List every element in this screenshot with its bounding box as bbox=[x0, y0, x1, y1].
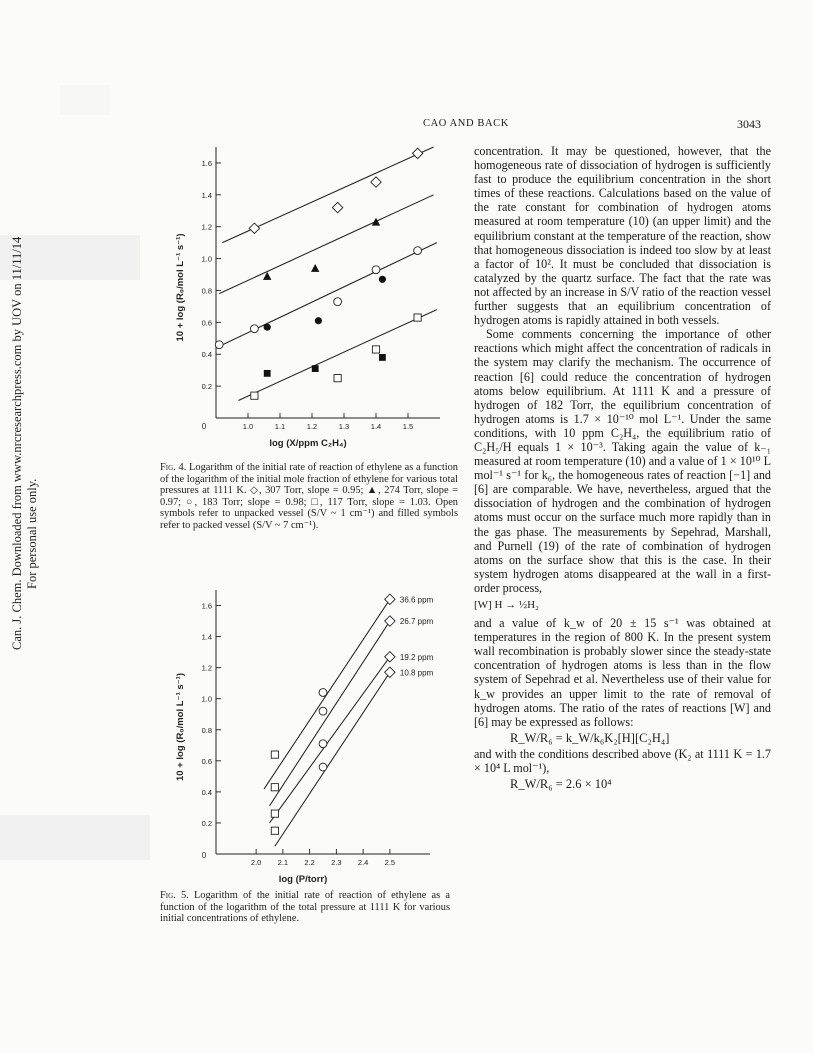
y-tick-label: 1.0 bbox=[201, 254, 212, 264]
data-point bbox=[264, 324, 271, 331]
data-point bbox=[311, 264, 319, 272]
figure-5-chart bbox=[160, 582, 460, 892]
body-text-column bbox=[474, 144, 771, 791]
data-point bbox=[319, 740, 327, 748]
figure-4-plot bbox=[160, 135, 460, 455]
x-tick-label: 2.2 bbox=[304, 858, 315, 867]
personal-use-notice: For personal use only. bbox=[25, 478, 39, 589]
fit-line bbox=[270, 657, 390, 823]
series-label: 26.7 ppm bbox=[399, 617, 434, 627]
series-label: 10.8 ppm bbox=[399, 668, 434, 678]
data-point bbox=[372, 266, 380, 274]
x-tick-label: 2.5 bbox=[384, 858, 396, 867]
fit-line bbox=[270, 621, 390, 806]
data-point bbox=[334, 298, 342, 306]
figure-4-caption-text: Logarithm of the initial rate of reaction of ethylene as a function of the logarithm of the initial mole fraction of ethylene for various total pressures at 1111 K. ◇, 307 Torr, slope = 0.95; ▲, 274 Torr, slope = 0.97; ○, 183 Torr; slope = 0.98; □, 117 Torr, slope = 1.03. Open symbols refer to unpacked vessel (S/V ~ 1 cm⁻¹) and filled symbols refer to packed vessel (S/V ~ 7 cm⁻¹). bbox=[160, 462, 458, 531]
x-tick-label: 1.4 bbox=[370, 422, 382, 431]
y-tick-label: 0.4 bbox=[201, 350, 212, 360]
data-point bbox=[271, 810, 278, 817]
data-point bbox=[215, 341, 223, 349]
y-tick-label: 0.6 bbox=[201, 318, 212, 328]
data-point bbox=[271, 784, 278, 791]
page-number: 3043 bbox=[737, 117, 761, 131]
reaction-w: [W] H → ½H₂ bbox=[474, 599, 539, 611]
origin-label: 0 bbox=[201, 422, 207, 431]
y-tick-label: 0.8 bbox=[201, 286, 212, 296]
data-point bbox=[412, 148, 422, 158]
data-point bbox=[251, 392, 258, 399]
y-tick-label: 0.6 bbox=[201, 756, 212, 766]
figure-4-chart bbox=[160, 135, 460, 455]
data-point bbox=[372, 218, 380, 226]
data-point bbox=[385, 667, 395, 677]
data-point bbox=[414, 247, 422, 255]
figure-5-caption bbox=[160, 890, 450, 925]
running-head bbox=[0, 118, 813, 134]
x-tick-label: 1.1 bbox=[274, 422, 286, 431]
data-point bbox=[249, 223, 259, 233]
series-label: 19.2 ppm bbox=[399, 652, 434, 662]
data-point bbox=[271, 751, 278, 758]
paragraph-1: concentration. It may be questioned, however, that the homogeneous rate of dissociation of hydrogen is sufficiently fast to produce the equilibrium concentration in the short times of these reactions. Calculations based on the value of the rate constant for combination of hydrogen atoms measured at room temperature (10) (an upper limit) and the equilibrium constant at the temperature of the reaction, show that homogeneous dissociation is indeed too slow by at least a factor of 10². It must be concluded that dissociation is catalyzed by the quartz surface. The fact that the rate was not affected by an increase in S/V ratio of the reaction vessel further suggests that an equilibrium concentration of hydrogen atoms is rapidly attained in both vessels. bbox=[474, 144, 771, 328]
y-tick-label: 1.0 bbox=[201, 694, 212, 704]
figure-5-caption-text: Logarithm of the initial rate of reaction of ethylene as a function of the logarithm of the total pressure at 1111 K for various initial concentrations of ethylene. bbox=[160, 890, 451, 925]
x-axis-label: log (X/ppm C₂H₄) bbox=[269, 438, 347, 449]
equation-rate-ratio: R_W/R₆ = k_W/k₆K₂[H][C₂H₄] bbox=[510, 730, 670, 745]
y-tick-label: 0.8 bbox=[201, 725, 212, 735]
data-point bbox=[379, 276, 386, 283]
equation-result: R_W/R₆ = 2.6 × 10⁴ bbox=[510, 777, 612, 792]
x-tick-label: 2.4 bbox=[357, 858, 369, 867]
data-point bbox=[385, 652, 395, 662]
y-tick-label: 0.2 bbox=[201, 382, 212, 392]
data-point bbox=[379, 354, 386, 361]
data-point bbox=[315, 317, 322, 324]
data-point bbox=[312, 365, 319, 372]
data-point bbox=[385, 616, 395, 626]
download-notice: Can. J. Chem. Downloaded from www.nrcresearchpress.com by UOV on 11/11/14 bbox=[10, 236, 24, 650]
running-head-authors: CAO AND BACK bbox=[423, 118, 509, 129]
y-tick-label: 1.2 bbox=[201, 663, 212, 673]
x-tick-label: 1.3 bbox=[338, 422, 350, 431]
data-point bbox=[319, 763, 327, 771]
y-tick-label: 1.6 bbox=[201, 601, 212, 611]
data-point bbox=[271, 827, 278, 834]
figure-4-caption-label: Fig. 4. bbox=[160, 462, 187, 473]
data-point bbox=[251, 325, 259, 333]
fit-line bbox=[216, 243, 437, 348]
figure-5-plot bbox=[160, 582, 460, 892]
fit-line bbox=[275, 672, 390, 846]
y-tick-label: 0.2 bbox=[201, 818, 212, 828]
y-tick-label: 1.4 bbox=[201, 190, 212, 200]
origin-label: 0 bbox=[201, 851, 207, 860]
y-tick-label: 1.6 bbox=[201, 158, 212, 168]
data-point bbox=[414, 314, 421, 321]
figure-4-caption bbox=[160, 462, 458, 532]
data-point bbox=[385, 594, 395, 604]
data-point bbox=[319, 707, 327, 715]
x-tick-label: 1.5 bbox=[402, 422, 414, 431]
data-point bbox=[372, 346, 379, 353]
data-point bbox=[332, 202, 342, 212]
x-tick-label: 1.0 bbox=[242, 422, 254, 431]
data-point bbox=[371, 177, 381, 187]
y-axis-label: 10 + log (R₀/mol L⁻¹ s⁻¹) bbox=[175, 673, 186, 781]
x-tick-label: 2.1 bbox=[277, 858, 289, 867]
figure-5-caption-label: Fig. 5. bbox=[160, 890, 189, 901]
y-axis-label: 10 + log (R₀/mol L⁻¹ s⁻¹) bbox=[175, 233, 186, 342]
x-tick-label: 1.2 bbox=[306, 422, 318, 431]
y-tick-label: 1.2 bbox=[201, 222, 212, 232]
fit-line bbox=[219, 195, 433, 294]
paragraph-4: and with the conditions described above (K₂ at 1111 K = 1.7 × 10⁴ L mol⁻¹), bbox=[474, 746, 771, 776]
x-axis-label: log (P/torr) bbox=[278, 874, 328, 885]
paragraph-3: and a value of k_w of 20 ± 15 s⁻¹ was obtained at temperatures in the region of 800 K. In the present system wall recombination is probably slower since the steady-state concentration of hydrogen atoms is less than in the flow system of Sepehrad et al. Nevertheless use of their value for k_w provides an upper limit to the rate of removal of hydrogen atoms. The ratio of the rates of reactions [W] and [6] may be expressed as follows: bbox=[474, 616, 771, 729]
data-point bbox=[264, 370, 271, 377]
paragraph-2: Some comments concerning the importance of other reactions which might affect the concentration of radicals in the system may clarify the mechanism. The occurrence of reaction [6] could reduce the concentration of hydrogen atoms below equilibrium. At 1111 K and a pressure of hydrogen of 182 Torr, the equilibrium concentration of hydrogen atoms is 1.7 × 10⁻¹⁰ mol L⁻¹. Under the same conditions, with 10 ppm C₂H₄, the equilibrium ratio of C₂H₅/H equals 1 × 10⁻³. Taking again the value of k₋₁ measured at room temperature (10) and a value of 1 × 10¹⁰ L mol⁻¹ s⁻¹ for k₆, the homogeneous rates of reaction [−1] and [6] are comparable. We have, nevertheless, argued that the dissociation of hydrogen and the combination of hydrogen atoms must occur on the surface much more rapidly than in the gas phase. The measurements by Sepehrad, Marshall, and Purnell (19) of the rate of combination of hydrogen atoms on the surface show that this is the case. In their system hydrogen atoms disappeared at the wall in a first-order process, bbox=[474, 327, 771, 595]
x-tick-label: 2.3 bbox=[331, 858, 342, 867]
data-point bbox=[319, 689, 327, 697]
y-tick-label: 1.4 bbox=[201, 632, 212, 642]
x-tick-label: 2.0 bbox=[250, 858, 262, 867]
data-point bbox=[334, 375, 341, 382]
series-label: 36.6 ppm bbox=[399, 595, 434, 605]
y-tick-label: 0.4 bbox=[201, 787, 212, 797]
